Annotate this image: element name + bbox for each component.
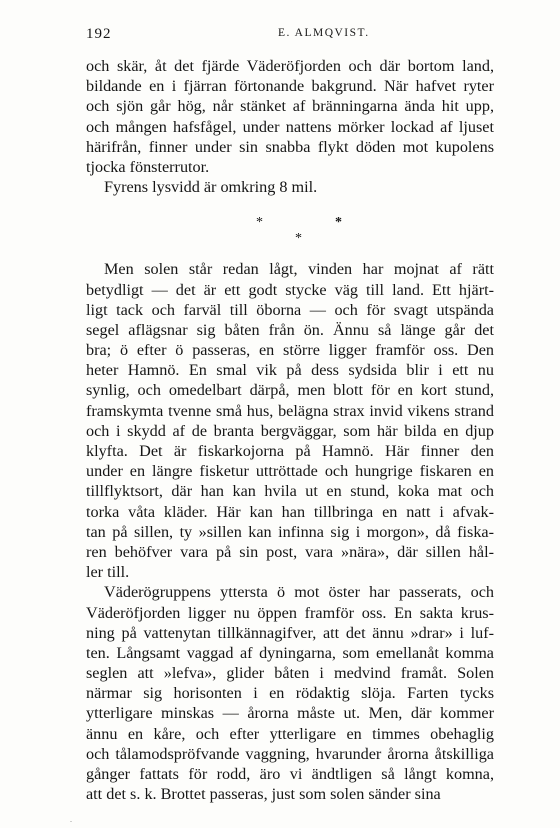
text-line: betydligt — det är ett godt stycke väg till land. Ett hjärt- xyxy=(86,280,494,299)
text-line: Väderöfjorden ligger nu öppen framför oss. En sakta krus- xyxy=(86,603,494,622)
text-line: tillflyktsort, där han kan hvila ut en stund, koka mat och xyxy=(86,482,494,501)
text-line: och skär, åt det fjärde Väderöfjorden och där bortom land, xyxy=(86,57,494,75)
separator-star: * xyxy=(295,231,302,247)
text-line: under en längre fisketur uttröttade och hungrige fiskaren en xyxy=(86,462,494,481)
text-line: ytterligare minskas — årorna måste ut. Men, där kommer xyxy=(86,704,494,723)
text-line: och sjön går hög, når stänket af bränningarna ända hit upp, xyxy=(86,97,494,116)
text-line: torka våta kläder. Här kan han tillbringa en natt i afvak- xyxy=(86,502,494,521)
text-line: klyfta. Det är fiskarkojorna på Hamnö. Här finner den xyxy=(86,442,494,460)
text-line: ren behöfver vara på sin post, vara »nära», där sillen hål- xyxy=(86,542,494,561)
text-line: bildande en i fjärran förtonande bakgrund. När hafvet ryter xyxy=(86,77,494,96)
text-line: att det s. k. Brottet passeras, just som solen sänder sina xyxy=(86,785,441,804)
body-text xyxy=(86,56,494,804)
text-line: och mången hafsfågel, under nattens mörker lockad af ljuset xyxy=(86,117,494,136)
page-header xyxy=(86,26,494,46)
separator-star: * xyxy=(335,215,342,231)
text-line: gånger fattats för rodd, äro vi ändtligen så långt komna, xyxy=(86,765,494,783)
text-line: härifrån, finner under sin snabba flykt döden mot kupolens xyxy=(86,137,494,156)
section-separator xyxy=(86,215,494,259)
paragraph-2 xyxy=(86,177,494,197)
text-line: ning på vattenytan tillkännagifver, att det ännu »drar» i luf- xyxy=(86,623,494,642)
text-line: och i skydd af de branta bergväggar, som här bilda en djup xyxy=(86,421,494,440)
separator-star: * xyxy=(256,215,263,231)
paragraph-3 xyxy=(86,259,494,582)
text-line: Väderögruppens yttersta ö mot öster har passerats, och xyxy=(104,583,494,602)
text-line: synlig, och omedelbart därpå, men blott för en kort stund, xyxy=(86,381,494,400)
paragraph-4 xyxy=(86,582,494,804)
text-line: Fyrens lysvidd är omkring 8 mil. xyxy=(104,178,318,197)
text-line: Men solen står redan lågt, vinden har mojnat af rätt xyxy=(104,260,494,279)
text-line: ler till. xyxy=(86,563,130,582)
text-line: närmar sig horisonten i en rödaktig slöja. Farten tycks xyxy=(86,684,494,703)
text-line: och tålamodspröfvande vaggning, hvarunder årorna åtskilliga xyxy=(86,744,494,763)
text-line: heter Hamnö. En smal vik på dess sydsida blir i ett nu xyxy=(86,361,494,380)
text-line: ligt tack och farväl till öborna — och för svagt utspända xyxy=(86,300,494,319)
text-line: segel aflägsnar sig båten från ön. Ännu så länge går det xyxy=(86,320,494,339)
text-line: framskymta tvenne små hus, belägna strax invid vikens strand xyxy=(86,401,494,420)
paragraph-1 xyxy=(86,56,494,177)
text-line: bra; ö efter ö passeras, en större ligger framför oss. Den xyxy=(86,341,494,360)
page-number: 192 xyxy=(86,26,112,42)
text-line: ännu en kåre, och efter ytterligare en timmes obehaglig xyxy=(86,724,494,743)
text-line: tjocka fönsterrutor. xyxy=(86,157,210,176)
text-line: ten. Långsamt vaggad af dyningarna, som emellanåt komma xyxy=(86,643,494,662)
text-line: tan på sillen, ty »sillen kan infinna sig i morgon», då fiska- xyxy=(86,522,494,541)
text-line: seglen att »lefva», glider båten i medvind framåt. Solen xyxy=(86,664,494,683)
running-head: E. ALMQVIST. xyxy=(278,27,370,39)
print-speck: . xyxy=(70,815,72,824)
